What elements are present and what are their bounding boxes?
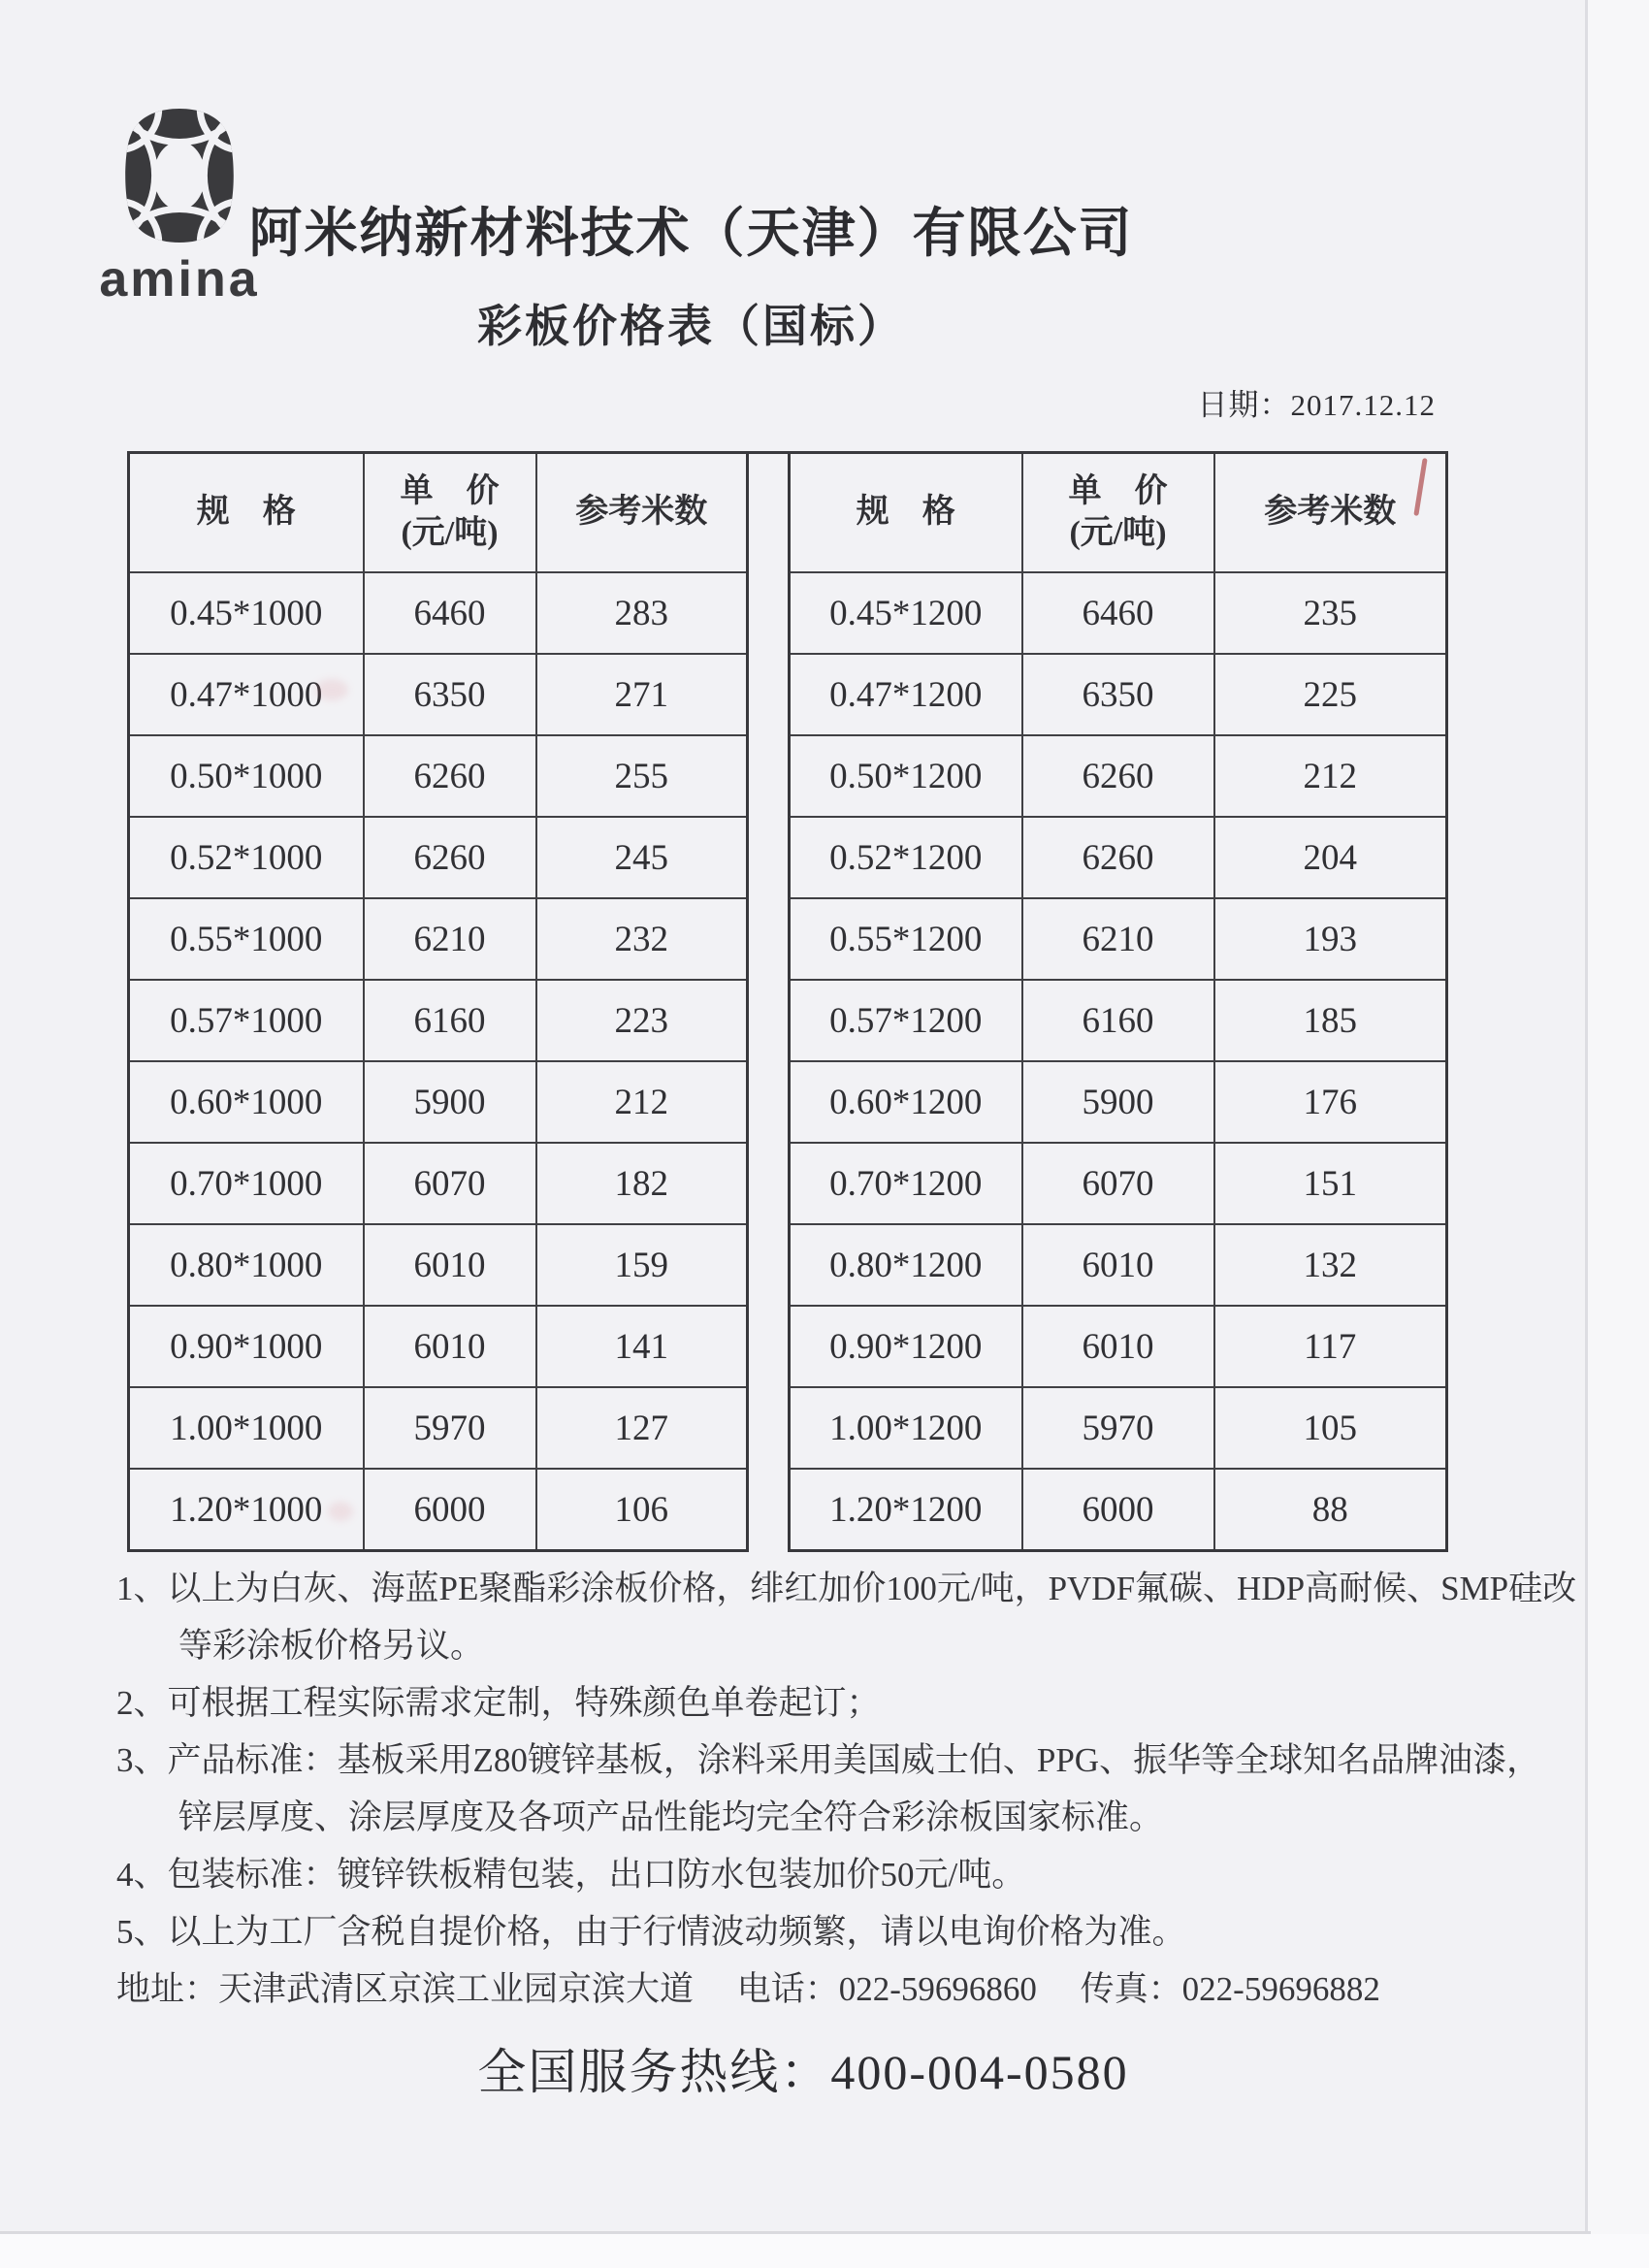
table-row: [790, 1224, 1447, 1306]
spec-cell: 0.52*1200: [790, 817, 1022, 898]
logo-wordmark: amina: [99, 251, 260, 308]
spec-cell: 0.57*1000: [129, 980, 364, 1061]
table-row: [790, 1469, 1447, 1551]
meters-cell: 176: [1214, 1061, 1447, 1143]
meters-cell: 88: [1214, 1469, 1447, 1551]
table-row: [129, 1469, 748, 1551]
meters-cell: 204: [1214, 817, 1447, 898]
phone-text: 电话：022-59696860: [736, 1970, 1037, 2008]
col-header-meters: 参考米数: [536, 453, 748, 573]
note-line-2: 2、可根据工程实际需求定制，特殊颜色单卷起订；: [116, 1684, 881, 1722]
meters-cell: 141: [536, 1306, 748, 1387]
paper-edge-right-seam: [1585, 0, 1588, 2268]
price-cell: 6010: [364, 1224, 536, 1306]
price-cell: 6210: [364, 898, 536, 980]
price-cell: 6460: [364, 572, 536, 654]
table-row: [790, 980, 1447, 1061]
company-name: 阿米纳新材料技术（天津）有限公司: [248, 204, 1134, 263]
price-table-1000mm: [127, 451, 749, 1552]
meters-cell: 193: [1214, 898, 1447, 980]
spec-cell: 0.80*1200: [790, 1224, 1022, 1306]
note-line-4: 4、包装标准：镀锌铁板精包装，出口防水包装加价50元/吨。: [116, 1856, 1026, 1894]
spec-cell: 0.70*1200: [790, 1143, 1022, 1224]
spec-cell: 0.45*1200: [790, 572, 1022, 654]
price-cell: 6010: [1022, 1224, 1214, 1306]
spec-cell: 0.60*1200: [790, 1061, 1022, 1143]
paper-edge-bottom-seam: [0, 2231, 1591, 2234]
col-header-price: [364, 453, 536, 573]
meters-cell: 105: [1214, 1387, 1447, 1469]
table-row: [129, 898, 748, 980]
meters-cell: 212: [536, 1061, 748, 1143]
price-cell: 6350: [364, 654, 536, 735]
price-cell: 6010: [364, 1306, 536, 1387]
spec-cell: 0.50*1000: [129, 735, 364, 817]
col-header-price-line1: 单 价: [1068, 473, 1168, 509]
company-logo: [97, 107, 262, 308]
spec-cell: 0.60*1000: [129, 1061, 364, 1143]
spec-cell: 1.00*1200: [790, 1387, 1022, 1469]
meters-cell: 185: [1214, 980, 1447, 1061]
table-row: [790, 1387, 1447, 1469]
table-row: [129, 980, 748, 1061]
meters-cell: 151: [1214, 1143, 1447, 1224]
price-cell: 5900: [364, 1061, 536, 1143]
date-label: 日期：2017.12.12: [1197, 388, 1436, 422]
price-cell: 6260: [1022, 735, 1214, 817]
price-cell: 6160: [1022, 980, 1214, 1061]
col-header-price-line2: (元/吨): [1069, 514, 1167, 551]
document-title: 彩板价格表（国标）: [477, 302, 905, 351]
meters-cell: 212: [1214, 735, 1447, 817]
spec-cell: 1.20*1200: [790, 1469, 1022, 1551]
col-header-price-line1: 单 价: [400, 473, 500, 509]
spec-cell: 0.80*1000: [129, 1224, 364, 1306]
spec-cell: 0.70*1000: [129, 1143, 364, 1224]
price-cell: 6000: [364, 1469, 536, 1551]
price-tables: [127, 451, 1448, 1552]
spec-cell: 0.45*1000: [129, 572, 364, 654]
price-cell: 6260: [1022, 817, 1214, 898]
table-row: [129, 1143, 748, 1224]
price-cell: 6260: [364, 735, 536, 817]
note-line-1: 1、以上为白灰、海蓝PE聚酯彩涂板价格，绯红加价100元/吨，PVDF氟碳、HDP高耐候、SMP硅改: [116, 1570, 1577, 1607]
table-row: [129, 654, 748, 735]
table-row: [790, 817, 1447, 898]
meters-cell: 132: [1214, 1224, 1447, 1306]
table-row: [790, 1061, 1447, 1143]
contact-line: [116, 1960, 1542, 2018]
spec-cell: 1.20*1000: [129, 1469, 364, 1551]
price-cell: 5970: [364, 1387, 536, 1469]
spec-cell: 0.57*1200: [790, 980, 1022, 1061]
paper-edge-bottom: [0, 2234, 1649, 2268]
price-cell: 6070: [364, 1143, 536, 1224]
price-cell: 6160: [364, 980, 536, 1061]
table-row: [129, 572, 748, 654]
table-row: [129, 1306, 748, 1387]
price-cell: 6260: [364, 817, 536, 898]
meters-cell: 255: [536, 735, 748, 817]
price-cell: 6000: [1022, 1469, 1214, 1551]
table-row: [129, 817, 748, 898]
service-hotline: 全国服务热线：400-004-0580: [477, 2045, 1129, 2099]
table-row: [790, 572, 1447, 654]
spec-cell: 0.90*1200: [790, 1306, 1022, 1387]
price-cell: 6070: [1022, 1143, 1214, 1224]
table-row: [790, 1143, 1447, 1224]
spec-cell: 0.55*1000: [129, 898, 364, 980]
table-row: [129, 1224, 748, 1306]
amina-globe-logo-icon: [115, 107, 243, 244]
fax-text: 传真：022-59696882: [1080, 1970, 1380, 2008]
spec-cell: 0.47*1200: [790, 654, 1022, 735]
spec-cell: 0.52*1000: [129, 817, 364, 898]
spec-cell: 0.47*1000: [129, 654, 364, 735]
col-header-price-line2: (元/吨): [401, 514, 499, 551]
price-cell: 6460: [1022, 572, 1214, 654]
spec-cell: 1.00*1000: [129, 1387, 364, 1469]
header-row: [790, 453, 1447, 573]
spec-cell: 0.90*1000: [129, 1306, 364, 1387]
col-header-meters: 参考米数: [1214, 453, 1447, 573]
meters-cell: 245: [536, 817, 748, 898]
col-header-spec: 规 格: [129, 453, 364, 573]
notes-section: [116, 1560, 1577, 2018]
ink-smudge: [328, 1502, 353, 1521]
spec-cell: 0.55*1200: [790, 898, 1022, 980]
meters-cell: 117: [1214, 1306, 1447, 1387]
meters-cell: 127: [536, 1387, 748, 1469]
price-cell: 6010: [1022, 1306, 1214, 1387]
paper-edge-right: [1588, 0, 1649, 2268]
meters-cell: 225: [1214, 654, 1447, 735]
meters-cell: 223: [536, 980, 748, 1061]
table-row: [129, 1387, 748, 1469]
note-line-3: 3、产品标准：基板采用Z80镀锌基板，涂料采用美国威士伯、PPG、振华等全球知名品牌油漆，: [116, 1741, 1541, 1779]
spec-cell: 0.50*1200: [790, 735, 1022, 817]
note-line-3b: 锌层厚度、涂层厚度及各项产品性能均完全符合彩涂板国家标准。: [178, 1798, 1164, 1836]
meters-cell: 283: [536, 572, 748, 654]
price-cell: 5970: [1022, 1387, 1214, 1469]
price-cell: 6350: [1022, 654, 1214, 735]
meters-cell: 235: [1214, 572, 1447, 654]
address-text: 地址：天津武清区京滨工业园京滨大道: [116, 1970, 695, 2008]
table-row: [790, 898, 1447, 980]
col-header-price: [1022, 453, 1214, 573]
meters-cell: 232: [536, 898, 748, 980]
col-header-spec: 规 格: [790, 453, 1022, 573]
table-row: [129, 735, 748, 817]
table-row: [790, 1306, 1447, 1387]
note-line-5: 5、以上为工厂含税自提价格，由于行情波动频繁，请以电询价格为准。: [116, 1913, 1186, 1951]
price-cell: 6210: [1022, 898, 1214, 980]
meters-cell: 106: [536, 1469, 748, 1551]
ink-smudge: [315, 679, 348, 700]
table-row: [790, 654, 1447, 735]
table-gap: [749, 451, 788, 1552]
price-table-1200mm: [788, 451, 1448, 1552]
header-row: [129, 453, 748, 573]
meters-cell: 159: [536, 1224, 748, 1306]
meters-cell: 271: [536, 654, 748, 735]
table-row: [790, 735, 1447, 817]
table-row: [129, 1061, 748, 1143]
meters-cell: 182: [536, 1143, 748, 1224]
price-cell: 5900: [1022, 1061, 1214, 1143]
note-line-1b: 等彩涂板价格另议。: [178, 1627, 485, 1665]
